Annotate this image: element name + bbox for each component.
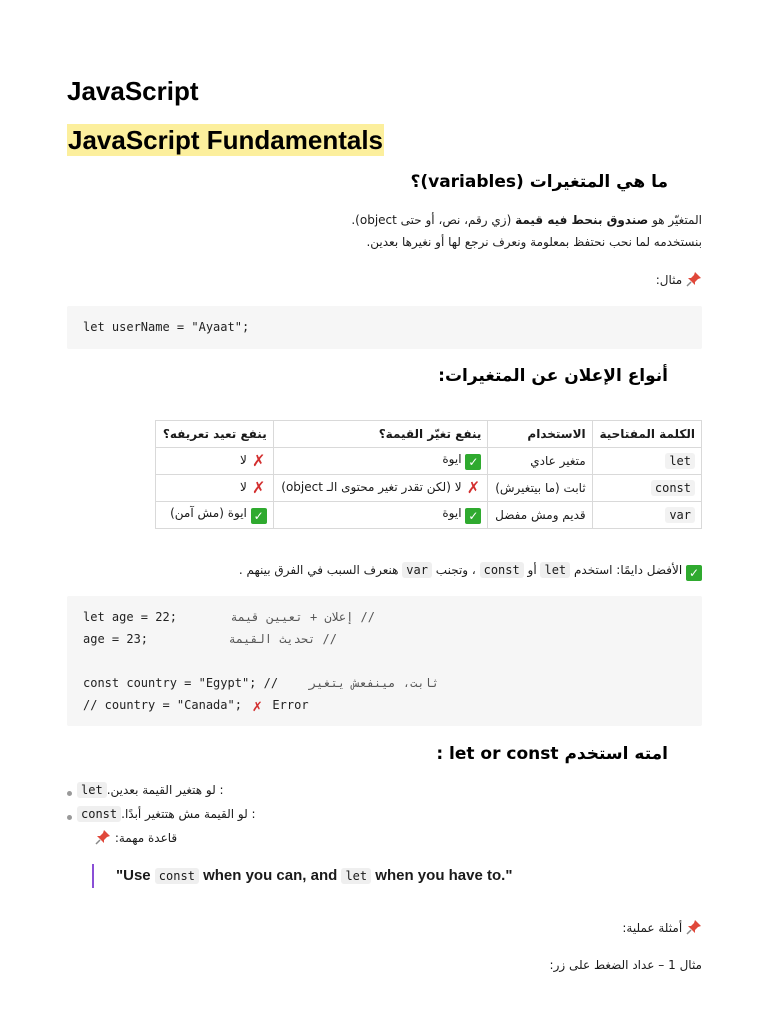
code-line [83, 698, 309, 714]
check-icon: ✓ [251, 508, 267, 524]
pushpin-icon [686, 919, 702, 935]
table-row [156, 448, 702, 475]
quote-pre: "Use [116, 867, 155, 884]
check-icon: ✓ [465, 508, 481, 524]
code-line: const country = "Egypt"; // [83, 676, 279, 690]
rule-label-text: قاعدة مهمة: [114, 831, 178, 845]
cell-usage: ثابت (ما بيتغيرش) [488, 475, 592, 502]
list-item [77, 783, 227, 797]
code-block-1 [67, 306, 702, 349]
cell-redeclare-text: ايوة (مش آمن) [170, 506, 247, 520]
code-error-text: Error [272, 698, 309, 712]
header-keyword: الكلمة المفتاحية [592, 421, 701, 448]
header-redeclare: ينفع تعيد تعريفه؟ [156, 421, 274, 448]
cell-redeclare [156, 502, 274, 529]
code-comment: ثابت، مينفعش يتغير [308, 676, 439, 690]
list-item-text: : لو هتغير القيمة بعدين. [106, 783, 228, 797]
cross-icon: ✗ [252, 451, 266, 470]
intro-text-pre: المتغيّر هو [648, 213, 702, 227]
page-title: JavaScript [67, 76, 199, 106]
inline-code-let: let [540, 562, 570, 578]
list-item [77, 807, 259, 821]
cross-icon: ✗ [466, 478, 481, 497]
intro-text-post: (زي رقم، نص، أو حتى object). [351, 213, 516, 227]
keyword-code: var [665, 507, 695, 523]
cell-usage: متغير عادي [488, 448, 592, 475]
table-header-row [156, 421, 702, 448]
inline-code-var: var [402, 562, 432, 578]
heading-declaration-types: أنواع الإعلان عن المتغيرات: [438, 366, 668, 386]
cell-redeclare-text: لا [240, 480, 247, 494]
best-practice-pre: الأفضل دايمًا: استخدم [570, 563, 683, 577]
code-line: age = 23; [83, 632, 149, 646]
cell-redeclare-text: لا [240, 453, 247, 467]
check-icon: ✓ [465, 454, 481, 470]
inline-code-let: let [77, 782, 107, 798]
example-label [67, 270, 702, 290]
keyword-code: const [651, 480, 695, 496]
cell-keyword [592, 475, 701, 502]
bullet-dot [67, 791, 72, 796]
intro-text-bold: صندوق بنحط فيه قيمة [515, 213, 649, 227]
blockquote [92, 864, 512, 888]
cross-icon: ✗ [252, 478, 266, 497]
cell-change-text: لا (لكن تقدر تغير محتوى الـ object) [281, 480, 462, 494]
check-icon: ✓ [686, 565, 702, 581]
cross-icon: ✗ [252, 696, 262, 715]
quote-mid: when you can, and [198, 867, 342, 884]
examples-label-text: أمثلة عملية: [622, 921, 683, 935]
code-line: let userName = "Ayaat"; [83, 320, 250, 334]
cell-change [273, 475, 488, 502]
code-text: // country = "Canada"; [83, 698, 242, 712]
heading-variables: ما هي المتغيرات (variables)؟ [410, 172, 668, 192]
best-practice-post: هنعرف السبب في الفرق بينهم . [238, 563, 403, 577]
cell-redeclare [156, 448, 274, 475]
table-row [156, 502, 702, 529]
code-comment: // تحديث القيمة [228, 632, 337, 646]
intro-line-1 [67, 210, 702, 230]
inline-code-let: let [341, 868, 371, 884]
example-label-text: مثال: [655, 273, 683, 287]
pushpin-icon [95, 829, 111, 845]
declaration-table [155, 420, 702, 529]
cell-keyword [592, 448, 701, 475]
list-item-text: : لو القيمة مش هتتغير أبدًا. [121, 807, 260, 821]
intro-line-2: بنستخدمه لما نحب نحتفظ بمعلومة ونعرف نرجع لها أو نغيرها بعدين. [366, 235, 702, 249]
example-1-title: مثال 1 – عداد الضغط على زر: [549, 958, 702, 972]
best-practice-line [67, 560, 702, 581]
keyword-code: let [665, 453, 695, 469]
heading-when-to-use: امته استخدم let or const : [436, 744, 668, 764]
quote-post: when you have to." [371, 867, 513, 884]
rule-label [95, 829, 177, 845]
bullet-dot [67, 815, 72, 820]
code-block-2 [67, 596, 702, 726]
inline-code-const: const [155, 868, 199, 884]
header-usage: الاستخدام [488, 421, 592, 448]
cell-change [273, 448, 488, 475]
cell-change-text: ايوة [442, 452, 462, 466]
examples-label [67, 918, 702, 938]
code-comment: // إعلان + تعيين قيمة [230, 610, 375, 624]
cell-change [273, 502, 488, 529]
inline-code-const: const [480, 562, 524, 578]
best-practice-mid: ، وتجنب [431, 563, 480, 577]
inline-code-const: const [77, 806, 121, 822]
page-subtitle: JavaScript Fundamentals [68, 125, 383, 155]
code-line: let age = 22; [83, 610, 177, 624]
table-row [156, 475, 702, 502]
cell-usage: قديم ومش مفضل [488, 502, 592, 529]
cell-redeclare [156, 475, 274, 502]
pushpin-icon [686, 271, 702, 287]
header-change: ينفع تغيّر القيمة؟ [273, 421, 488, 448]
cell-keyword [592, 502, 701, 529]
best-practice-or: أو [523, 563, 541, 577]
cell-change-text: ايوة [442, 506, 462, 520]
